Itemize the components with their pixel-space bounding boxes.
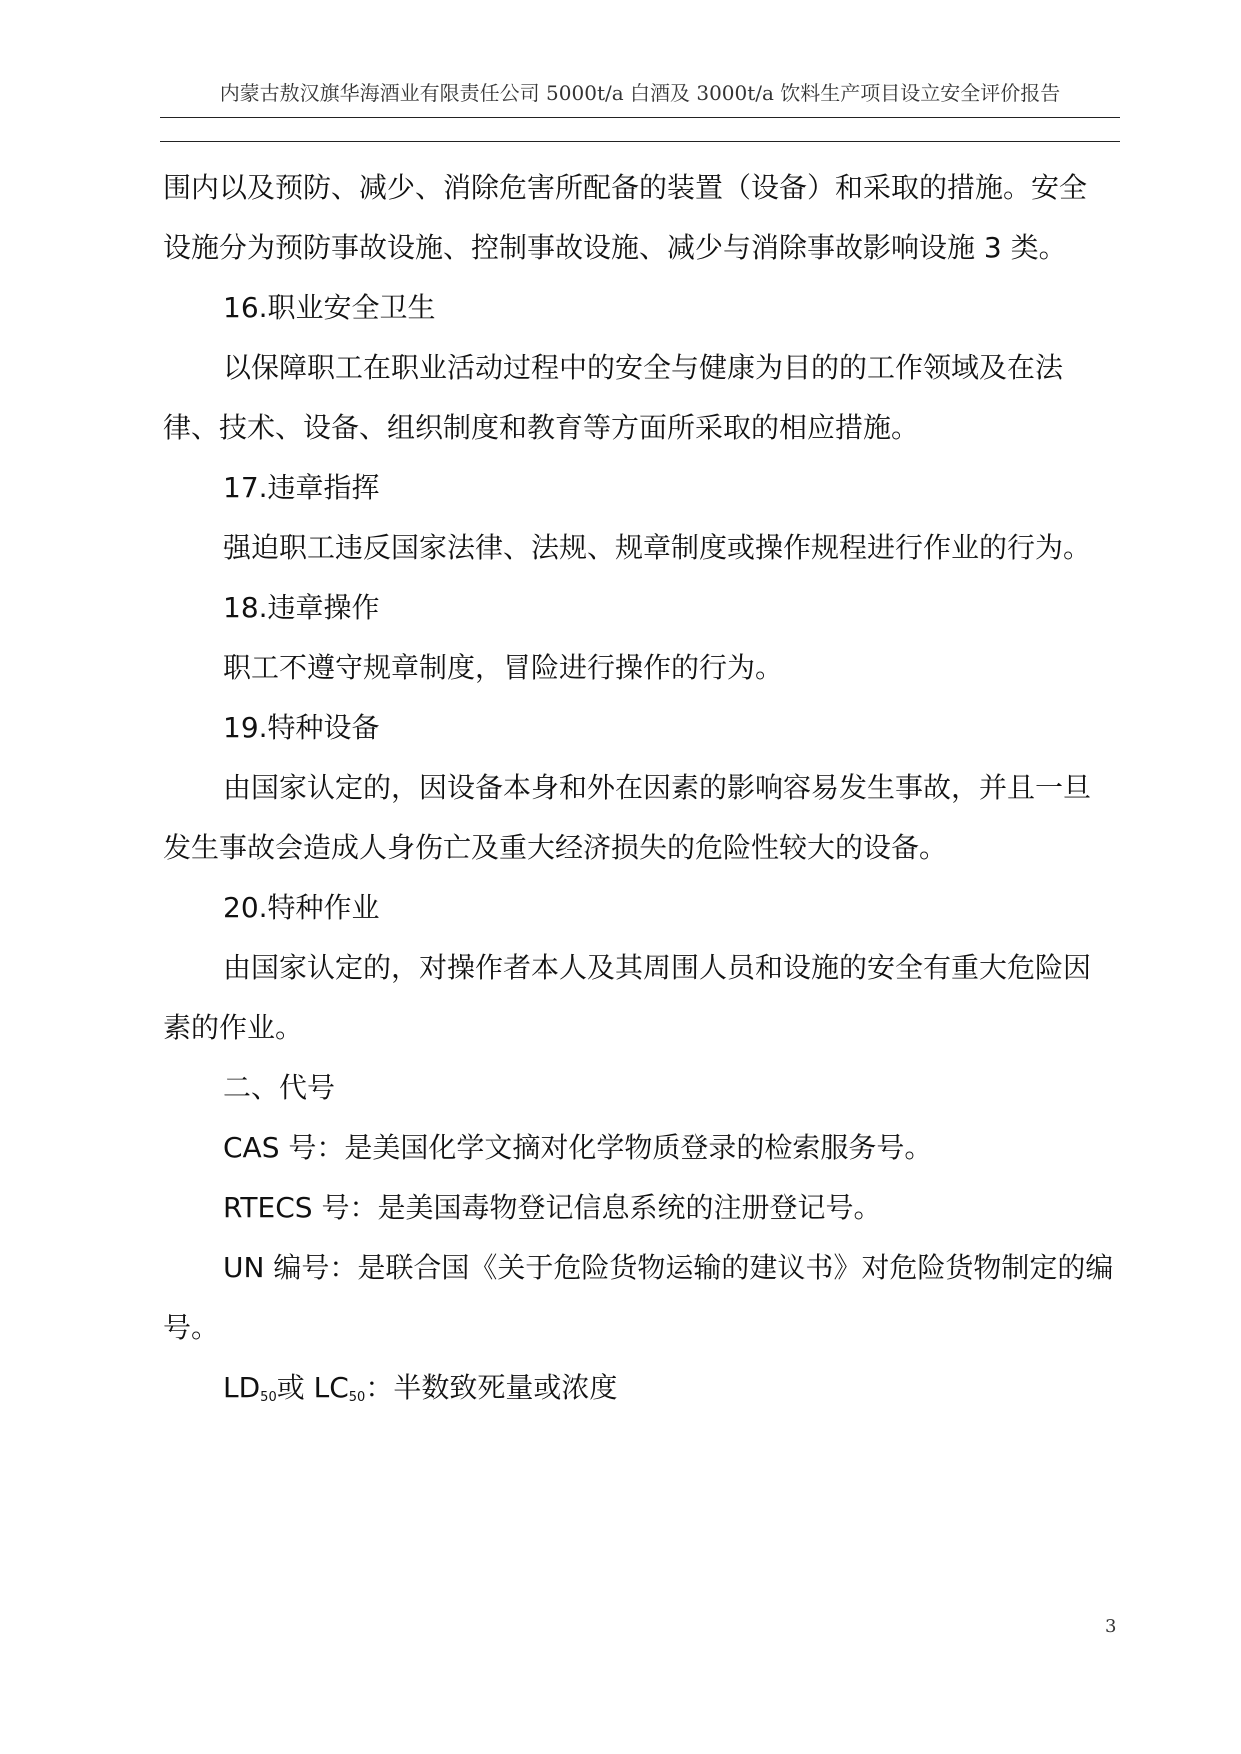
paragraph-line: 强迫职工违反国家法律、法规、规章制度或操作规程进行作业的行为。 [223, 531, 1092, 564]
report-header-title: 内蒙古敖汉旗华海酒业有限责任公司 5000t/a 白酒及 3000t/a 饮料生产项目设立安全评价报告 [219, 81, 1061, 105]
section-heading-17: 17.违章指挥 [223, 471, 380, 504]
un-definition: UN 编号：是联合国《关于危险货物运输的建议书》对危险货物制定的编 [223, 1251, 1114, 1284]
paragraph-line: 律、技术、设备、组织制度和教育等方面所采取的相应措施。 [163, 411, 920, 444]
paragraph-line: 由国家认定的，对操作者本人及其周围人员和设施的安全有重大危险因 [223, 951, 1092, 984]
cas-definition: CAS 号：是美国化学文摘对化学物质登录的检索服务号。 [223, 1131, 933, 1164]
paragraph-line: 号。 [163, 1311, 220, 1344]
ld-lc-definition [163, 1358, 1123, 1418]
rtecs-definition: RTECS 号：是美国毒物登记信息系统的注册登记号。 [223, 1191, 882, 1224]
section-heading-20: 20.特种作业 [223, 891, 380, 924]
paragraph-line: 设施分为预防事故设施、控制事故设施、减少与消除事故影响设施 3 类。 [163, 231, 1067, 264]
section-heading-codes: 二、代号 [223, 1071, 336, 1104]
header-divider-top [160, 117, 1120, 118]
page-number: 3 [1105, 1616, 1117, 1637]
document-body [163, 158, 1123, 1418]
lc-subscript: 50 [348, 1390, 366, 1405]
header-divider-bottom [160, 141, 1120, 142]
paragraph-line: 发生事故会造成人身伤亡及重大经济损失的危险性较大的设备。 [163, 831, 948, 864]
paragraph-line: 围内以及预防、减少、消除危害所配备的装置（设备）和采取的措施。安全 [163, 171, 1088, 204]
paragraph-line: 以保障职工在职业活动过程中的安全与健康为目的的工作领域及在法 [223, 351, 1064, 384]
ld-subscript: 50 [260, 1390, 277, 1405]
ld-abbrev: LD [223, 1371, 261, 1404]
section-heading-19: 19.特种设备 [223, 711, 380, 744]
section-heading-18: 18.违章操作 [223, 591, 380, 624]
paragraph-line: 职工不遵守规章制度，冒险进行操作的行为。 [223, 651, 784, 684]
paragraph-line: 素的作业。 [163, 1011, 304, 1044]
section-heading-16: 16.职业安全卫生 [223, 291, 436, 324]
lc-abbrev: 或 LC [276, 1371, 349, 1404]
paragraph-line: 由国家认定的，因设备本身和外在因素的影响容易发生事故，并且一旦 [223, 771, 1092, 804]
ld-lc-meaning: ：半数致死量或浓度 [365, 1371, 618, 1404]
